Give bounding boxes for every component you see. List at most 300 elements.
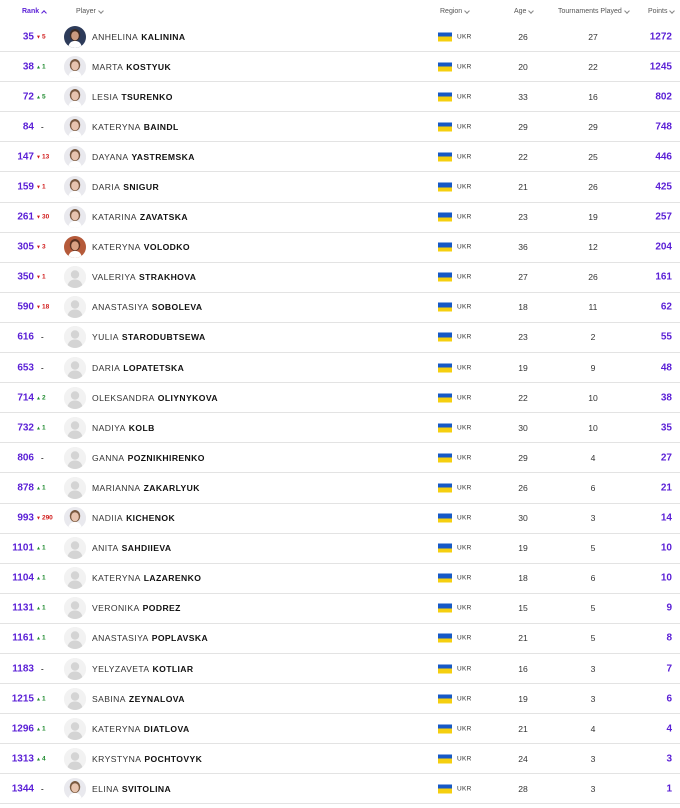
player-last-name: KICHENOK (126, 513, 176, 524)
player-name-link[interactable] (92, 754, 202, 764)
rank-change (36, 93, 46, 100)
arrow-up-icon: ▲ (36, 545, 41, 552)
player-name-link[interactable] (92, 694, 185, 704)
arrow-down-icon: ▼ (36, 244, 41, 251)
player-tournaments: 3 (590, 753, 596, 764)
player-region: UKR (457, 364, 472, 372)
player-last-name: ZEYNALOVA (128, 693, 185, 704)
player-age: 23 (518, 212, 528, 223)
player-tournaments: 26 (588, 272, 598, 283)
player-points: 14 (660, 512, 672, 524)
table-row[interactable] (0, 293, 680, 323)
player-photo[interactable] (64, 146, 86, 168)
rank-change-value: 1 (41, 725, 46, 733)
player-photo[interactable] (64, 86, 86, 108)
player-first-name: KATERYNA (92, 242, 141, 253)
ukraine-flag-icon (438, 634, 452, 643)
player-name-link[interactable] (92, 724, 190, 734)
player-name-link[interactable] (92, 302, 203, 312)
player-region: UKR (457, 785, 472, 793)
player-first-name: ANITA (92, 543, 119, 554)
table-row[interactable] (0, 744, 680, 774)
player-points: 35 (660, 422, 672, 434)
player-name-link[interactable] (92, 32, 185, 42)
ukraine-flag-icon (438, 784, 452, 793)
player-silhouette-icon[interactable] (64, 597, 86, 619)
player-photo[interactable] (64, 26, 86, 48)
player-region: UKR (457, 574, 472, 582)
sort-tournaments-header[interactable] (558, 8, 629, 15)
player-silhouette-icon[interactable] (64, 387, 86, 409)
player-points: 6 (666, 693, 672, 705)
player-silhouette-icon[interactable] (64, 537, 86, 559)
player-points: 1 (666, 783, 672, 795)
player-name-link[interactable] (92, 182, 159, 192)
ukraine-flag-icon (438, 273, 452, 282)
sort-region-header[interactable] (440, 8, 469, 15)
table-row[interactable] (0, 774, 680, 804)
ukraine-flag-icon (438, 694, 452, 703)
player-points: 1245 (649, 61, 672, 73)
player-silhouette-icon[interactable] (64, 658, 86, 680)
rank-change: - (41, 332, 44, 342)
chevron-down-icon (624, 8, 630, 14)
ukraine-flag-icon (438, 453, 452, 462)
player-region: UKR (457, 93, 472, 101)
player-name-link[interactable] (92, 423, 155, 433)
arrow-down-icon: ▼ (36, 34, 41, 41)
table-row[interactable] (0, 172, 680, 202)
player-region: UKR (457, 394, 472, 402)
player-last-name: YASTREMSKA (131, 151, 195, 162)
rank-change-value: 1 (41, 273, 46, 281)
rank-change (36, 575, 46, 582)
rank-header-label: Rank (22, 8, 40, 15)
player-photo[interactable] (64, 206, 86, 228)
table-row[interactable] (0, 22, 680, 52)
arrow-down-icon: ▼ (36, 515, 41, 522)
table-row[interactable] (0, 142, 680, 172)
player-rank: 305 (17, 241, 34, 253)
player-rank: 1104 (12, 572, 34, 584)
table-row[interactable] (0, 323, 680, 353)
player-tournaments: 10 (588, 422, 598, 433)
player-rank: 878 (17, 482, 34, 494)
player-silhouette-icon[interactable] (64, 357, 86, 379)
player-region: UKR (457, 454, 472, 462)
rank-change: - (41, 363, 44, 373)
player-rank: 1313 (11, 753, 34, 765)
player-name-link[interactable] (92, 62, 171, 72)
player-points: 4 (666, 723, 672, 735)
player-age: 30 (518, 513, 528, 524)
ukraine-flag-icon (438, 152, 452, 161)
rank-change-value: 5 (41, 93, 46, 101)
player-tournaments: 9 (590, 362, 596, 373)
player-rank: 806 (17, 452, 34, 464)
arrow-down-icon: ▼ (36, 304, 41, 311)
rank-change (36, 33, 46, 40)
player-rank: 1101 (12, 542, 34, 554)
region-header-label: Region (440, 8, 463, 15)
table-row[interactable] (0, 82, 680, 112)
table-row[interactable] (0, 112, 680, 142)
player-first-name: YULIA (92, 332, 119, 343)
ukraine-flag-icon (438, 62, 452, 71)
ukraine-flag-icon (438, 363, 452, 372)
table-row[interactable] (0, 564, 680, 594)
player-rank: 616 (17, 331, 34, 343)
rank-change (36, 484, 46, 491)
player-region: UKR (457, 424, 472, 432)
player-name-link[interactable] (92, 212, 188, 222)
player-name-link[interactable] (92, 543, 171, 553)
player-points: 1272 (649, 31, 672, 43)
player-tournaments: 6 (590, 482, 596, 493)
player-tournaments: 3 (590, 693, 596, 704)
player-region: UKR (457, 634, 472, 642)
player-silhouette-icon[interactable] (64, 296, 86, 318)
player-rank: 38 (22, 61, 34, 73)
arrow-up-icon: ▲ (36, 756, 41, 763)
player-last-name: TSURENKO (121, 91, 173, 102)
rank-change (36, 244, 46, 251)
rank-change-value: 290 (41, 514, 53, 522)
player-name-link[interactable] (92, 664, 194, 674)
player-photo[interactable] (64, 116, 86, 138)
player-last-name: KOSTYUK (126, 61, 172, 72)
player-first-name: DARIA (92, 362, 121, 373)
player-name-link[interactable] (92, 784, 171, 794)
table-row[interactable] (0, 473, 680, 503)
player-tournaments: 10 (588, 392, 598, 403)
player-points: 38 (660, 392, 672, 404)
player-first-name: OLEKSANDRA (92, 392, 155, 403)
player-first-name: ANASTASIYA (92, 633, 149, 644)
arrow-up-icon: ▲ (36, 395, 41, 402)
player-region: UKR (457, 123, 472, 131)
table-header (0, 0, 680, 22)
player-name-link[interactable] (92, 152, 195, 162)
rank-change-value: 1 (41, 574, 46, 582)
player-region: UKR (457, 303, 472, 311)
player-region: UKR (457, 544, 472, 552)
chevron-down-icon (529, 8, 535, 14)
player-first-name: KATARINA (92, 212, 137, 223)
player-last-name: ZAVATSKA (139, 212, 188, 223)
table-row[interactable] (0, 443, 680, 473)
ukraine-flag-icon (438, 333, 452, 342)
player-first-name: ANHELINA (92, 31, 139, 42)
player-tournaments: 27 (588, 31, 598, 42)
player-age: 33 (518, 91, 528, 102)
rank-change (36, 214, 49, 221)
player-tournaments: 2 (590, 332, 596, 343)
player-rank: 590 (17, 301, 34, 313)
player-rank: 1215 (11, 693, 34, 705)
ukraine-flag-icon (438, 303, 452, 312)
player-silhouette-icon[interactable] (64, 266, 86, 288)
player-last-name: VOLODKO (143, 242, 190, 253)
arrow-up-icon: ▲ (36, 605, 41, 612)
player-tournaments: 16 (588, 91, 598, 102)
ukraine-flag-icon (438, 243, 452, 252)
player-tournaments: 5 (590, 603, 596, 614)
player-points: 748 (655, 121, 672, 133)
table-row[interactable] (0, 594, 680, 624)
rank-change: - (41, 664, 44, 674)
ukraine-flag-icon (438, 423, 452, 432)
sort-player-header[interactable] (76, 8, 103, 15)
rankings-table (0, 22, 680, 804)
player-tournaments: 5 (590, 633, 596, 644)
player-tournaments: 26 (588, 182, 598, 193)
rank-change-value: 5 (41, 33, 46, 41)
player-points: 3 (666, 753, 672, 765)
player-last-name: POPLAVSKA (151, 633, 209, 644)
player-region: UKR (457, 755, 472, 763)
player-points: 55 (660, 331, 672, 343)
age-header-label: Age (514, 8, 527, 15)
player-rank: 993 (17, 512, 34, 524)
arrow-up-icon: ▲ (36, 425, 41, 432)
rank-change (36, 545, 46, 552)
player-age: 20 (518, 61, 528, 72)
player-age: 30 (518, 422, 528, 433)
rank-change-value: 1 (41, 604, 46, 612)
player-tournaments: 5 (590, 543, 596, 554)
ukraine-flag-icon (438, 574, 452, 583)
player-last-name: KOTLIAR (152, 663, 194, 674)
table-row[interactable] (0, 534, 680, 564)
player-last-name: DIATLOVA (143, 723, 190, 734)
rank-change (36, 755, 46, 762)
player-region: UKR (457, 665, 472, 673)
player-first-name: KATERYNA (92, 573, 141, 584)
player-first-name: ANASTASIYA (92, 302, 149, 313)
ukraine-flag-icon (438, 544, 452, 553)
player-first-name: NADIIA (92, 513, 124, 524)
player-region: UKR (457, 33, 472, 41)
table-row[interactable] (0, 413, 680, 443)
sort-age-header[interactable] (514, 8, 533, 15)
arrow-up-icon: ▲ (36, 575, 41, 582)
ukraine-flag-icon (438, 393, 452, 402)
player-last-name: SNIGUR (123, 182, 160, 193)
player-photo[interactable] (64, 176, 86, 198)
player-tournaments: 3 (590, 783, 596, 794)
sort-rank-header[interactable] (22, 8, 46, 15)
player-age: 29 (518, 121, 528, 132)
rank-change (36, 725, 46, 732)
player-points: 802 (655, 91, 672, 103)
table-row[interactable] (0, 654, 680, 684)
table-row[interactable] (0, 233, 680, 263)
rank-change-value: 30 (41, 213, 50, 221)
player-header-label: Player (76, 8, 96, 15)
player-rank: 35 (22, 31, 34, 43)
table-row[interactable] (0, 714, 680, 744)
player-photo[interactable] (64, 507, 86, 529)
player-photo[interactable] (64, 236, 86, 258)
player-silhouette-icon[interactable] (64, 748, 86, 770)
player-points: 7 (666, 663, 672, 675)
player-name-link[interactable] (92, 363, 184, 373)
player-region: UKR (457, 213, 472, 221)
player-rank: 1131 (12, 602, 34, 614)
player-age: 26 (518, 31, 528, 42)
player-age: 19 (518, 362, 528, 373)
player-silhouette-icon[interactable] (64, 627, 86, 649)
player-first-name: YELYZAVETA (92, 663, 150, 674)
rank-change-value: 13 (41, 153, 50, 161)
ukraine-flag-icon (438, 122, 452, 131)
player-rank: 350 (17, 271, 34, 283)
player-tournaments: 4 (590, 723, 596, 734)
player-first-name: VALERIYA (92, 272, 136, 283)
ukraine-flag-icon (438, 183, 452, 192)
rank-change (36, 184, 46, 191)
ukraine-flag-icon (438, 514, 452, 523)
player-last-name: LOPATETSKA (123, 362, 185, 373)
player-photo[interactable] (64, 778, 86, 800)
table-row[interactable] (0, 504, 680, 534)
player-age: 26 (518, 482, 528, 493)
player-tournaments: 3 (590, 513, 596, 524)
player-tournaments: 25 (588, 151, 598, 162)
player-last-name: SOBOLEVA (151, 302, 203, 313)
chevron-down-icon (464, 8, 470, 14)
player-first-name: GANNA (92, 452, 125, 463)
player-age: 23 (518, 332, 528, 343)
player-first-name: SABINA (92, 693, 126, 704)
player-tournaments: 22 (588, 61, 598, 72)
player-last-name: BAINDL (143, 121, 179, 132)
rank-change: - (41, 453, 44, 463)
player-silhouette-icon[interactable] (64, 718, 86, 740)
player-points: 9 (666, 602, 672, 614)
player-first-name: DARIA (92, 182, 121, 193)
player-rank: 1183 (12, 663, 34, 675)
rank-change-value: 4 (41, 755, 46, 763)
rank-change-value: 2 (41, 394, 46, 402)
player-silhouette-icon[interactable] (64, 417, 86, 439)
rank-change: - (41, 122, 44, 132)
player-age: 21 (518, 633, 528, 644)
table-row[interactable] (0, 263, 680, 293)
player-region: UKR (457, 243, 472, 251)
player-points: 257 (655, 211, 672, 223)
rank-change-value: 1 (41, 484, 46, 492)
rank-change (36, 515, 53, 522)
player-age: 19 (518, 693, 528, 704)
player-name-link[interactable] (92, 92, 173, 102)
player-region: UKR (457, 604, 472, 612)
player-name-link[interactable] (92, 453, 205, 463)
player-rank: 84 (22, 121, 34, 133)
arrow-down-icon: ▼ (36, 154, 41, 161)
player-region: UKR (457, 183, 472, 191)
rank-change (36, 63, 46, 70)
player-silhouette-icon[interactable] (64, 688, 86, 710)
player-silhouette-icon[interactable] (64, 567, 86, 589)
player-last-name: KALININA (141, 31, 186, 42)
table-row[interactable] (0, 624, 680, 654)
player-silhouette-icon[interactable] (64, 326, 86, 348)
player-name-link[interactable] (92, 633, 208, 643)
table-row[interactable] (0, 52, 680, 82)
player-region: UKR (457, 514, 472, 522)
rank-change-value: 1 (41, 634, 46, 642)
table-row[interactable] (0, 353, 680, 383)
player-name-link[interactable] (92, 332, 206, 342)
table-row[interactable] (0, 684, 680, 714)
player-first-name: MARIANNA (92, 482, 141, 493)
chevron-up-icon (41, 10, 47, 16)
player-first-name: NADIYA (92, 422, 126, 433)
player-points: 446 (655, 151, 672, 163)
player-points: 425 (655, 181, 672, 193)
player-last-name: KOLB (128, 422, 155, 433)
table-row[interactable] (0, 203, 680, 233)
player-tournaments: 19 (588, 212, 598, 223)
player-name-link[interactable] (92, 272, 196, 282)
player-first-name: KRYSTYNA (92, 753, 142, 764)
player-points: 161 (655, 271, 672, 283)
player-points: 10 (660, 572, 672, 584)
ukraine-flag-icon (438, 32, 452, 41)
player-first-name: VERONIKA (92, 603, 140, 614)
player-region: UKR (457, 725, 472, 733)
ukraine-flag-icon (438, 604, 452, 613)
player-name-link[interactable] (92, 513, 175, 523)
player-age: 16 (518, 663, 528, 674)
player-last-name: ZAKARLYUK (143, 482, 200, 493)
player-photo[interactable] (64, 56, 86, 78)
player-name-link[interactable] (92, 393, 218, 403)
player-region: UKR (457, 63, 472, 71)
rank-change-value: 18 (41, 303, 50, 311)
player-rank: 159 (17, 181, 34, 193)
player-age: 18 (518, 302, 528, 313)
player-name-link[interactable] (92, 573, 201, 583)
player-name-link[interactable] (92, 483, 200, 493)
player-last-name: POCHTOVYK (144, 753, 203, 764)
player-first-name: DAYANA (92, 151, 129, 162)
rank-change-value: 1 (41, 183, 46, 191)
player-silhouette-icon[interactable] (64, 447, 86, 469)
player-rank: 732 (17, 422, 34, 434)
player-points: 10 (660, 542, 672, 554)
rank-change-value: 1 (41, 424, 46, 432)
player-name-link[interactable] (92, 603, 181, 613)
player-last-name: SVITOLINA (121, 783, 172, 794)
table-row[interactable] (0, 383, 680, 413)
player-rank: 261 (17, 211, 34, 223)
tournaments-header-label: Tournaments Played (558, 8, 622, 15)
player-name-link[interactable] (92, 242, 190, 252)
player-tournaments: 4 (590, 452, 596, 463)
player-name-link[interactable] (92, 122, 179, 132)
player-region: UKR (457, 273, 472, 281)
rank-change (36, 695, 46, 702)
player-age: 28 (518, 783, 528, 794)
player-tournaments: 29 (588, 121, 598, 132)
player-silhouette-icon[interactable] (64, 477, 86, 499)
player-age: 24 (518, 753, 528, 764)
sort-points-header[interactable] (648, 8, 674, 15)
player-first-name: ELINA (92, 783, 119, 794)
